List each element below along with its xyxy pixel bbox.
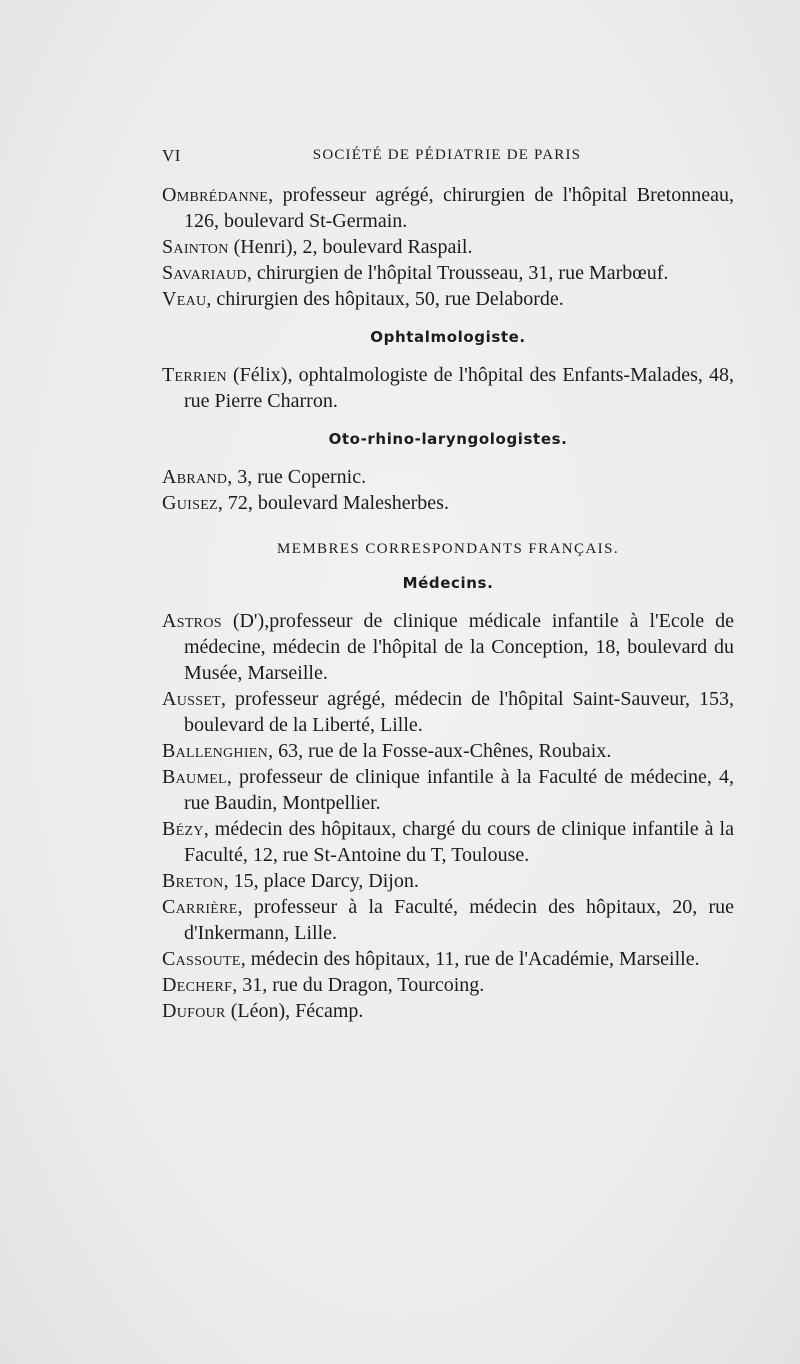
member-entry: [162, 234, 734, 260]
page-number: VI: [162, 146, 181, 165]
member-details: , professeur à la Faculté, médecin des hôpitaux, 20, rue d'Inkermann, Lille.: [184, 896, 734, 944]
member-entry: [162, 686, 734, 738]
member-entry: [162, 972, 734, 998]
member-details: , 72, boulevard Malesherbes.: [217, 492, 449, 514]
section-heading: Médecins.: [402, 574, 494, 592]
member-name: Bézy: [162, 818, 204, 840]
member-details: (Léon), Fécamp.: [225, 1000, 364, 1022]
member-entry: [162, 946, 734, 972]
member-entry: [162, 608, 734, 686]
category-heading: MEMBRES CORRESPONDANTS FRANÇAIS.: [277, 541, 619, 557]
member-details: , médecin des hôpitaux, chargé du cours de clinique infantile à la Faculté, 12, rue St-Antoine du T, Toulouse.: [184, 818, 734, 866]
member-name: Ausset: [162, 688, 222, 710]
member-entry: [162, 764, 734, 816]
member-entry: [162, 490, 734, 516]
section-heading: Oto-rhino-laryngologistes.: [328, 430, 568, 448]
member-details: , 15, place Darcy, Dijon.: [223, 870, 419, 892]
member-details: , 3, rue Copernic.: [227, 466, 367, 488]
member-name: Savariaud: [162, 262, 247, 284]
member-entry: [162, 286, 734, 312]
member-name: Decherf: [162, 974, 233, 996]
section-heading: Ophtalmologiste.: [370, 328, 526, 346]
member-name: Ballenghien: [162, 740, 269, 762]
member-details: , professeur de clinique infantile à la Faculté de médecine, 4, rue Baudin, Montpellier.: [184, 766, 734, 814]
member-entry: [162, 182, 734, 234]
member-details: , chirurgien des hôpitaux, 50, rue Delaborde.: [206, 288, 564, 310]
member-details: (Félix), ophtalmologiste de l'hôpital des Enfants-Malades, 48, rue Pierre Charron.: [184, 364, 734, 412]
member-details: , chirurgien de l'hôpital Trousseau, 31, rue Marbœuf.: [246, 262, 669, 284]
member-entry: [162, 816, 734, 868]
member-entry: [162, 260, 734, 286]
member-details: , professeur agrégé, chirurgien de l'hôpital Bretonneau, 126, boulevard St-Germain.: [184, 184, 734, 232]
member-name: Cassoute: [162, 948, 241, 970]
member-entry: [162, 998, 734, 1024]
member-name: Carrière: [162, 896, 238, 918]
page-header: [162, 146, 732, 172]
member-details: , professeur agrégé, médecin de l'hôpital Saint-Sauveur, 153, boulevard de la Liberté, Lille.: [184, 688, 734, 736]
member-details: (D'),professeur de clinique médicale infantile à l'Ecole de médecine, médecin de l'hôpital de la Conception, 18, boulevard du Musée, Marseille.: [184, 610, 734, 684]
member-name: Sainton: [162, 236, 229, 258]
member-details: , 31, rue du Dragon, Tourcoing.: [232, 974, 485, 996]
member-name: Dufour: [162, 1000, 226, 1022]
member-name: Guisez: [162, 492, 218, 514]
member-name: Veau: [162, 288, 207, 310]
running-title: SOCIÉTÉ DE PÉDIATRIE DE PARIS: [312, 147, 582, 163]
member-name: Breton: [162, 870, 224, 892]
member-entry: [162, 362, 734, 414]
member-name: Ombrédanne: [162, 184, 269, 206]
member-entry: [162, 868, 734, 894]
member-name: Abrand: [162, 466, 228, 488]
member-details: , 63, rue de la Fosse-aux-Chênes, Roubaix.: [268, 740, 612, 762]
member-entry: [162, 464, 734, 490]
member-entry: [162, 738, 734, 764]
member-name: Baumel: [162, 766, 227, 788]
member-details: (Henri), 2, boulevard Raspail.: [228, 236, 473, 258]
member-name: Astros: [162, 610, 222, 632]
member-list: [162, 182, 734, 1024]
member-name: Terrien: [162, 364, 227, 386]
member-entry: [162, 894, 734, 946]
member-details: , médecin des hôpitaux, 11, rue de l'Académie, Marseille.: [240, 948, 700, 970]
